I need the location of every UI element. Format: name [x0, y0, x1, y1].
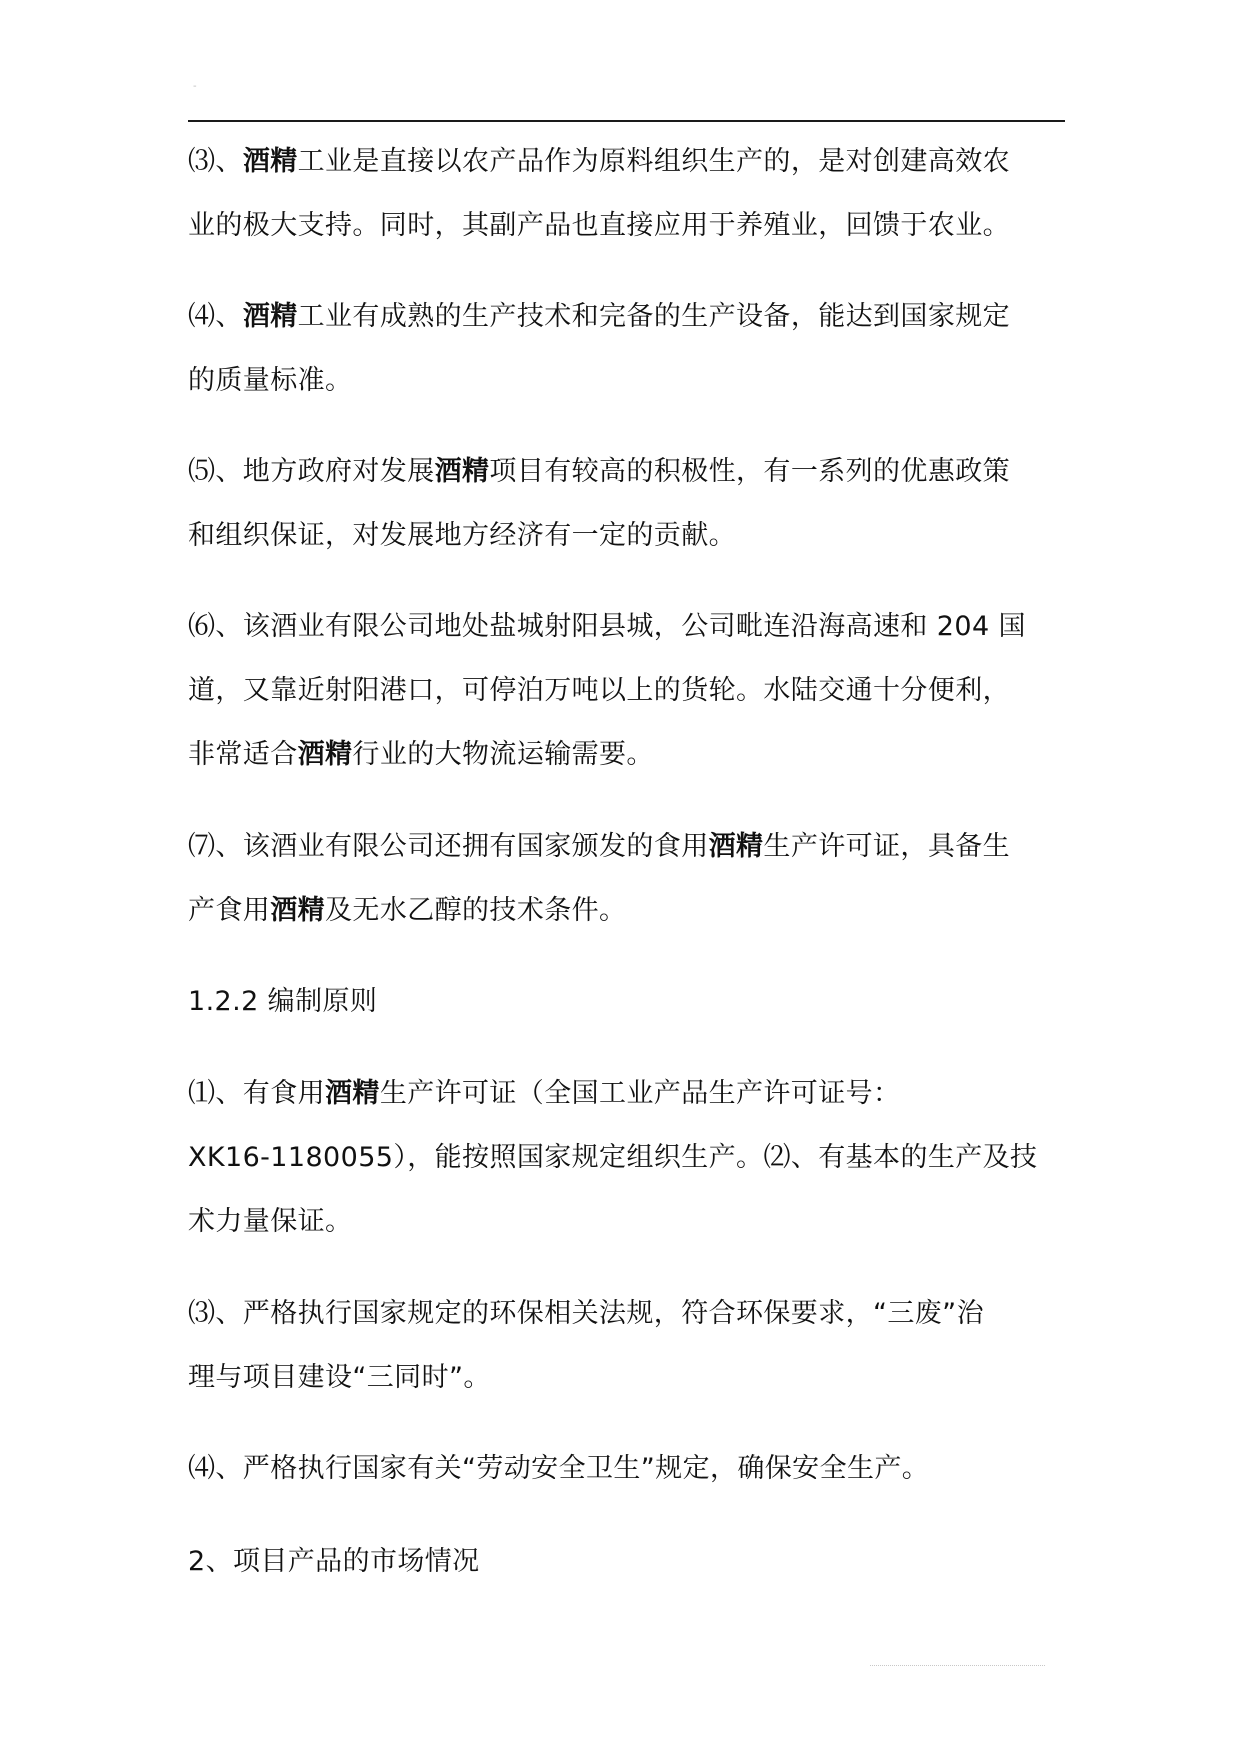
paragraph-text: 非常适合 [188, 739, 298, 770]
header-rule [188, 120, 1065, 122]
paragraph-text: 及无水乙醇的技术条件。 [325, 895, 627, 926]
paragraph-text: 工业是直接以农产品作为原料组织生产的，是对创建高效农 [297, 146, 1011, 177]
paragraph-line [188, 815, 1068, 879]
paragraph-text: 行业的大物流运输需要。 [352, 739, 654, 770]
paragraph-line [188, 879, 1068, 943]
footer-dotted-rule [870, 1665, 1045, 1666]
header-mark: - [193, 81, 197, 92]
paragraph-line [188, 1062, 1068, 1126]
keyword-bold: 酒精 [434, 456, 490, 487]
paragraph-7 [188, 815, 1068, 943]
keyword-bold: 酒精 [708, 831, 764, 862]
paragraph-line: 术力量保证。 [188, 1206, 353, 1237]
paragraph-text: 生产许可证，具备生 [763, 831, 1011, 862]
paragraph-line: 和组织保证，对发展地方经济有一定的贡献。 [188, 520, 736, 551]
paragraph-5 [188, 440, 1068, 568]
section-title: 1.2.2 编制原则 [188, 986, 378, 1017]
item-marker: ⑷、 [188, 301, 243, 332]
paragraph-4 [188, 285, 1068, 413]
paragraph-line: 道，又靠近射阳港口，可停泊万吨以上的货轮。水陆交通十分便利， [188, 675, 1010, 706]
item-marker: ⑶、 [188, 146, 243, 177]
paragraph-line [188, 440, 1068, 504]
principle-1 [188, 1062, 1068, 1254]
paragraph-text: 工业有成熟的生产技术和完备的生产设备，能达到国家规定 [297, 301, 1011, 332]
section-heading [188, 970, 1068, 1034]
paragraph-text: 项目有较高的积极性，有一系列的优惠政策 [489, 456, 1011, 487]
paragraph-line: 业的极大支持。同时，其副产品也直接应用于养殖业，回馈于农业。 [188, 210, 1010, 241]
paragraph-line [188, 130, 1068, 194]
chapter-title: 2、项目产品的市场情况 [188, 1546, 480, 1577]
item-marker: ⑺、该酒业有限公司还拥有国家颁发的食用 [188, 831, 709, 862]
paragraph-line: XK16-1180055），能按照国家规定组织生产。⑵、有基本的生产及技 [188, 1142, 1038, 1173]
keyword-bold: 酒精 [242, 146, 298, 177]
paragraph-text: 生产许可证（全国工业产品生产许可证号： [379, 1078, 901, 1109]
item-marker: ⑴、有食用 [188, 1078, 325, 1109]
principle-4 [188, 1437, 1068, 1501]
item-marker: ⑸、地方政府对发展 [188, 456, 435, 487]
paragraph-3 [188, 130, 1068, 258]
paragraph-line [188, 285, 1068, 349]
keyword-bold: 酒精 [270, 895, 326, 926]
paragraph-line [188, 723, 1068, 787]
keyword-bold: 酒精 [242, 301, 298, 332]
keyword-bold: 酒精 [325, 1078, 380, 1109]
paragraph-line: ⑷、严格执行国家有关“劳动安全卫生”规定，确保安全生产。 [188, 1453, 930, 1484]
paragraph-text: 产食用 [188, 895, 271, 926]
keyword-bold: 酒精 [297, 739, 353, 770]
paragraph-line: 的质量标准。 [188, 365, 353, 396]
paragraph-6 [188, 595, 1068, 787]
paragraph-line: ⑹、该酒业有限公司地处盐城射阳县城，公司毗连沿海高速和 204 国 [188, 611, 1026, 642]
paragraph-line: ⑶、严格执行国家规定的环保相关法规，符合环保要求，“三废”治 [188, 1298, 984, 1329]
paragraph-line: 理与项目建设“三同时”。 [188, 1362, 491, 1393]
principle-3 [188, 1282, 1068, 1410]
chapter-heading [188, 1530, 1068, 1594]
